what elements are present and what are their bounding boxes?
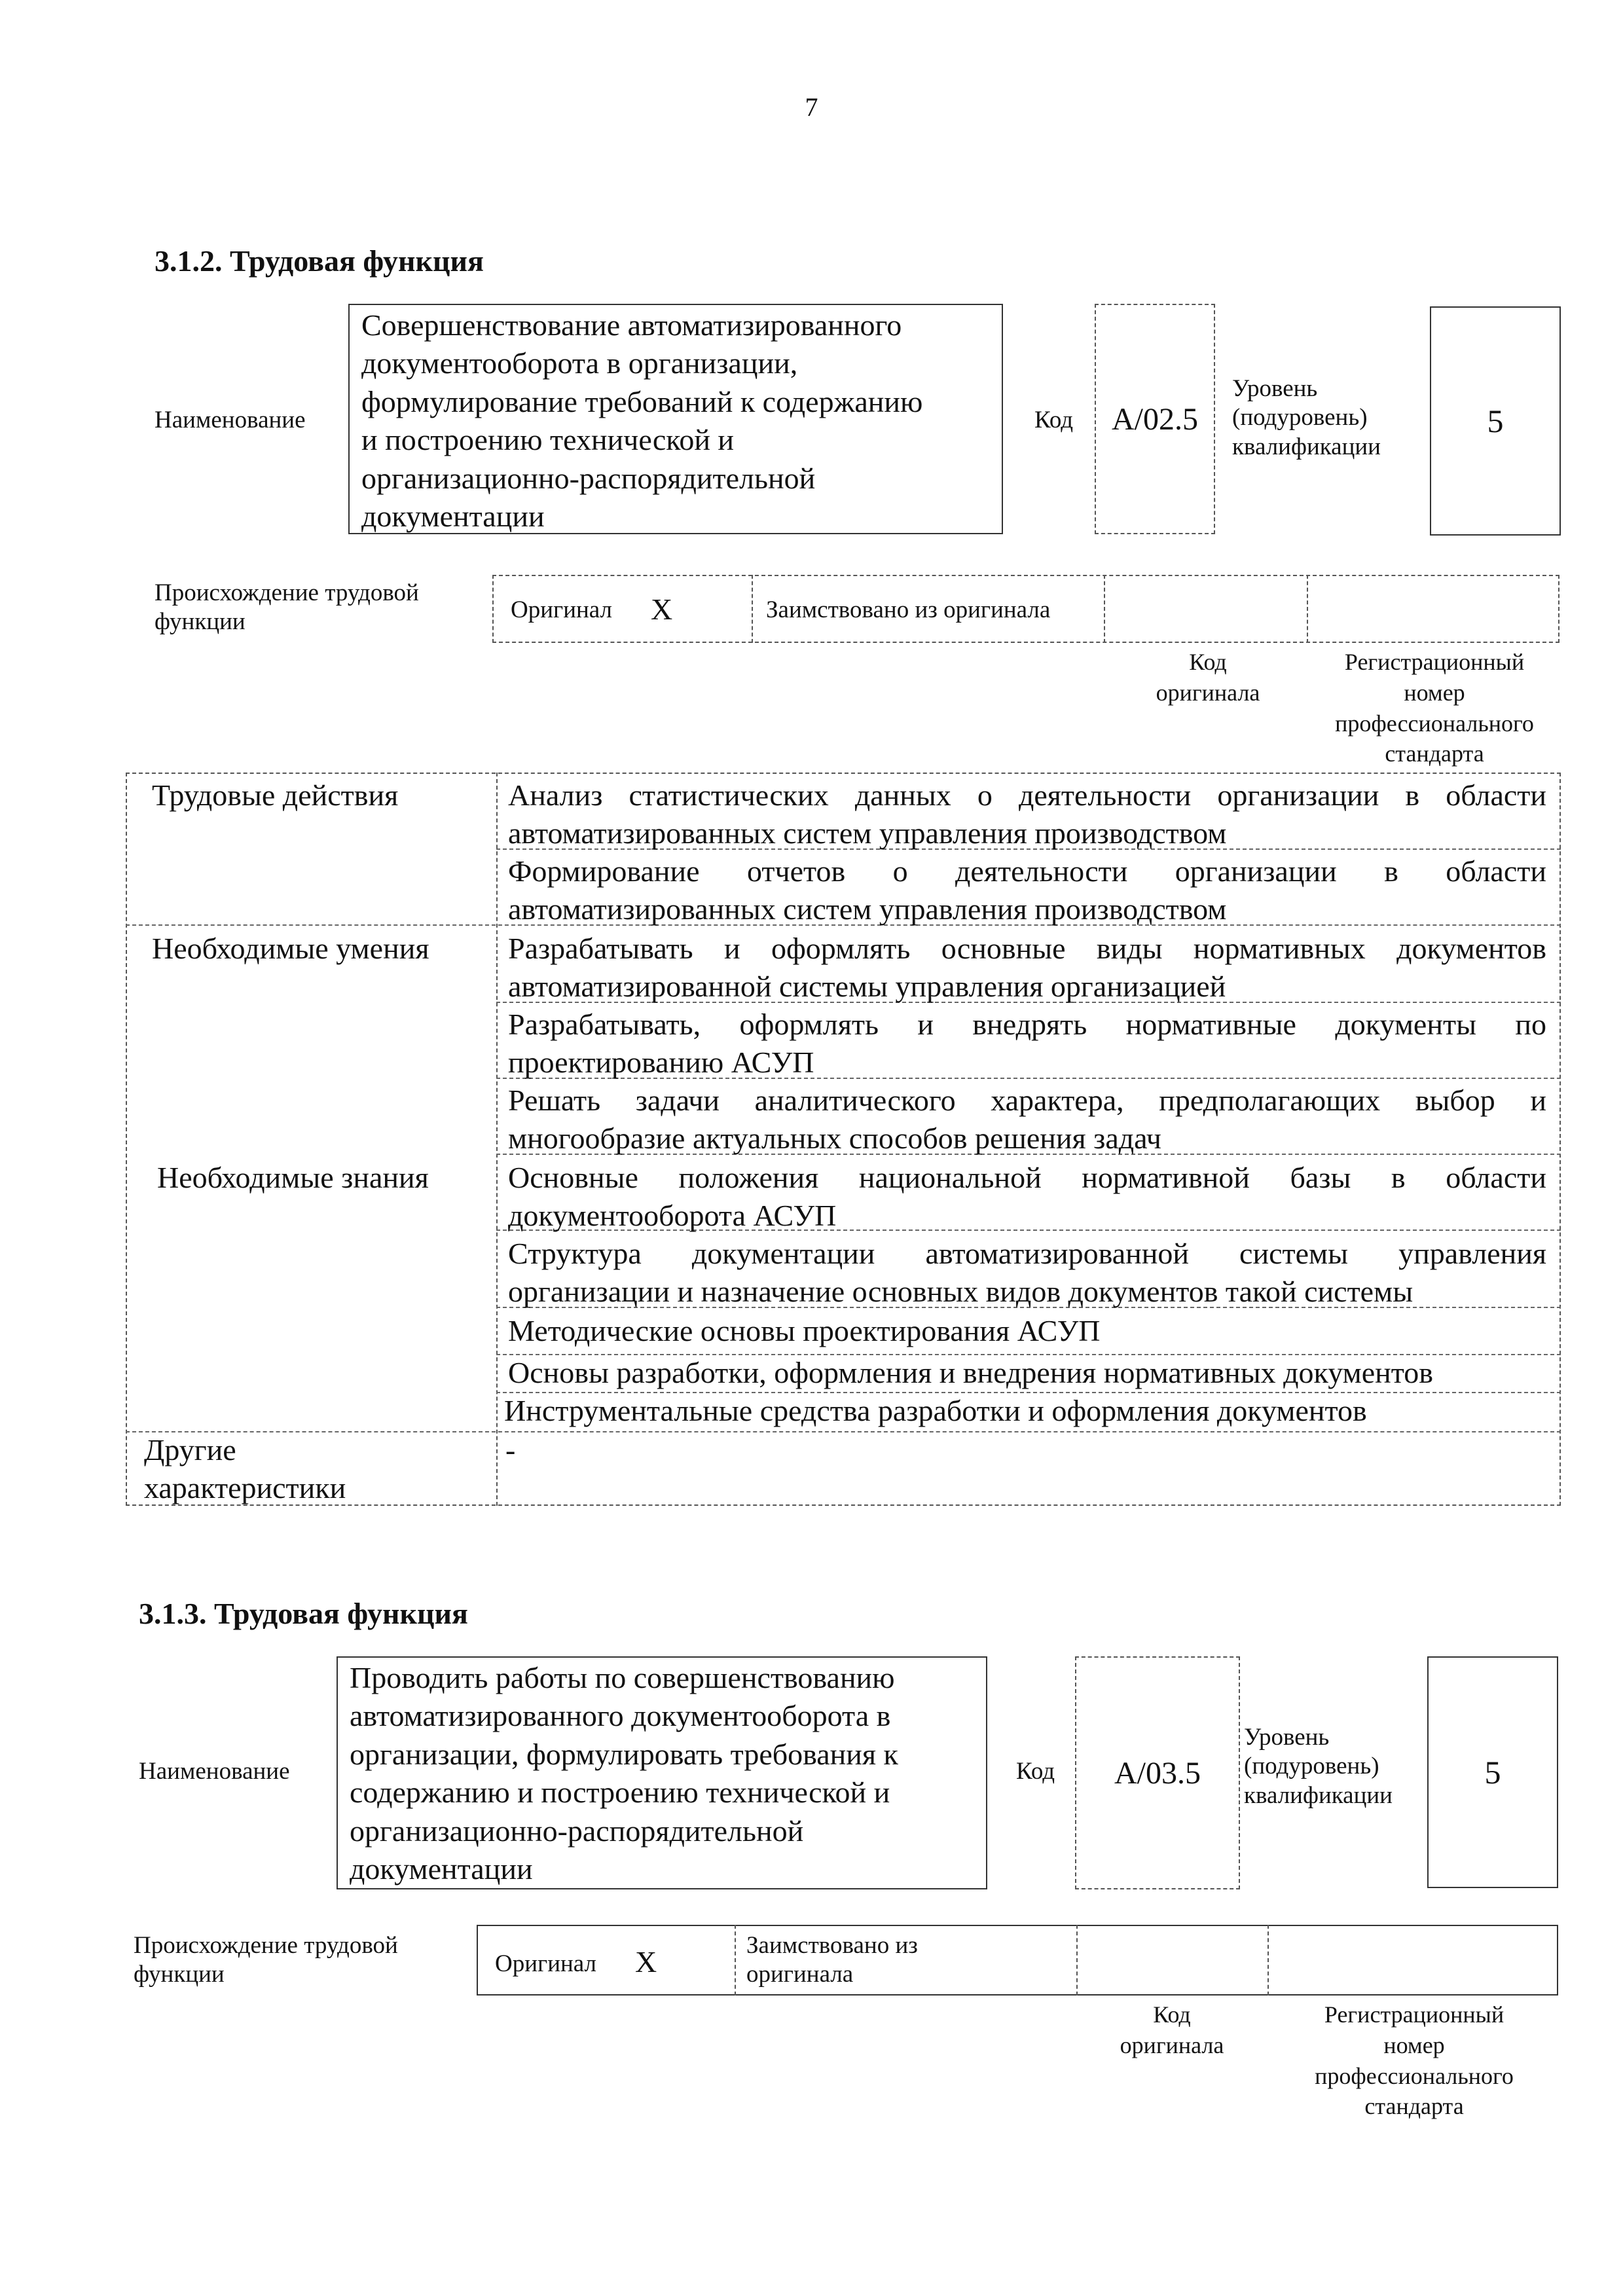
text-line: документооборота АСУП [508, 1199, 837, 1233]
section-title-313: 3.1.3. Трудовая функция [139, 1597, 468, 1630]
knowledge-item [504, 1392, 1542, 1430]
text-line: Основы разработки, оформления и внедрения нормативных документов [508, 1356, 1433, 1389]
level-label-line: (подуровень) [1244, 1753, 1379, 1780]
label-other-characteristics [144, 1431, 346, 1508]
skill-item [508, 1006, 1546, 1082]
text-line: автоматизированных систем управления производством [508, 892, 1227, 926]
text-line: Разрабатывать, оформлять и внедрять нормативные документы по [508, 1008, 1546, 1041]
caption-line: Регистрационный [1324, 2001, 1504, 2028]
code-value-312: A/02.5 [1095, 304, 1215, 534]
function-name-line: содержанию и построению технической и [350, 1776, 890, 1810]
code-label-313: Код [1016, 1758, 1055, 1785]
caption-line: Код [1189, 649, 1227, 675]
text-line: Основные положения национальной нормативной базы в области [508, 1161, 1546, 1194]
caption-line: стандарта [1364, 2093, 1464, 2120]
origin-label-line: Происхождение трудовой [155, 579, 419, 606]
text-line: Анализ статистических данных о деятельности организации в области [508, 778, 1546, 812]
caption-line: номер [1383, 2032, 1445, 2058]
caption-line: Код [1153, 2001, 1191, 2028]
code-original-caption-312 [1113, 647, 1303, 708]
origin-borrowed-313 [746, 1931, 918, 1990]
function-name-line: организационно-распорядительной [350, 1813, 804, 1848]
origin-label-312 [155, 579, 419, 637]
text-line: Формирование отчетов о деятельности организации в области [508, 854, 1546, 888]
code-original-caption-313 [1074, 1999, 1270, 2061]
text-line: проектированию АСУП [508, 1046, 814, 1080]
code-label-312: Код [1034, 407, 1074, 433]
text-line: организации и назначение основных видов документов такой системы [508, 1275, 1413, 1309]
text-line: Методические основы проектирования АСУП [508, 1314, 1101, 1347]
caption-line: оригинала [1156, 679, 1260, 706]
work-action-item [508, 776, 1546, 853]
work-action-item [508, 852, 1546, 929]
origin-mark-313: X [635, 1945, 657, 1978]
origin-original-312: Оригинал [511, 596, 613, 623]
origin-borrowed-line: Заимствовано из [746, 1932, 918, 1959]
function-name-line: формулирование требований к содержанию [361, 384, 923, 418]
origin-label-line: функции [134, 1961, 225, 1988]
text-line: автоматизированных систем управления производством [508, 816, 1227, 850]
reg-number-caption-313 [1283, 1999, 1545, 2122]
caption-line: стандарта [1385, 740, 1484, 767]
label-work-actions: Трудовые действия [152, 778, 399, 812]
text-line: Структура документации автоматизированной системы управления [508, 1237, 1546, 1270]
origin-mark-312: X [651, 592, 673, 626]
origin-label-line: функции [155, 608, 246, 636]
caption-line: оригинала [1120, 2032, 1224, 2058]
section-title-312: 3.1.2. Трудовая функция [155, 244, 484, 278]
skill-item [508, 930, 1546, 1006]
level-value-312: 5 [1430, 306, 1561, 536]
text-line: Инструментальные средства разработки и оформления документов [504, 1394, 1367, 1427]
origin-borrowed-312: Заимствовано из оригинала [766, 596, 1051, 623]
origin-borrowed-line: оригинала [746, 1961, 854, 1988]
function-name-box-312 [348, 304, 1003, 534]
label-required-knowledge: Необходимые знания [157, 1161, 429, 1194]
knowledge-item [508, 1159, 1546, 1235]
origin-label-313 [134, 1931, 398, 1990]
level-label-line: (подуровень) [1232, 404, 1368, 431]
skill-item [508, 1082, 1546, 1158]
text-line: автоматизированной системы управления организацией [508, 970, 1226, 1004]
caption-line: Регистрационный [1344, 649, 1525, 675]
function-name-line: автоматизированного документооборота в [350, 1699, 891, 1733]
page-number: 7 [805, 92, 818, 122]
function-name-line: Совершенствование автоматизированного [361, 308, 902, 342]
origin-original-313: Оригинал [495, 1950, 597, 1977]
name-label-312: Наименование [155, 407, 306, 433]
text-line: многообразие актуальных способов решения задач [508, 1121, 1161, 1156]
label-line: характеристики [144, 1471, 346, 1505]
function-name-box-313 [337, 1656, 987, 1889]
label-line: Другие [144, 1433, 236, 1467]
function-name-line: документооборота в организации, [361, 346, 798, 380]
level-label-line: квалификации [1244, 1781, 1393, 1809]
code-value-313: A/03.5 [1075, 1656, 1240, 1889]
caption-line: профессионального [1315, 2062, 1514, 2089]
knowledge-item [508, 1312, 1546, 1350]
level-label-line: квалификации [1232, 433, 1381, 460]
function-name-line: документации [361, 500, 545, 534]
function-name-line: и построению технической и [361, 423, 735, 457]
function-name-line: организации, формулировать требования к [350, 1737, 898, 1771]
caption-line: номер [1404, 679, 1465, 706]
label-required-skills: Необходимые умения [152, 932, 429, 965]
text-line: Решать задачи аналитического характера, предполагающих выбор и [508, 1084, 1546, 1117]
level-label-312 [1232, 374, 1381, 462]
name-label-313: Наименование [139, 1758, 290, 1785]
knowledge-item [508, 1235, 1546, 1311]
function-name-line: организационно-распорядительной [361, 461, 816, 495]
level-label-313 [1244, 1723, 1393, 1810]
function-name-line: документации [350, 1852, 533, 1886]
origin-label-line: Происхождение трудовой [134, 1932, 398, 1959]
level-label-line: Уровень [1232, 375, 1318, 402]
level-label-line: Уровень [1244, 1724, 1330, 1751]
function-name-line: Проводить работы по совершенствованию [350, 1661, 895, 1694]
knowledge-item [508, 1354, 1546, 1392]
level-value-313: 5 [1427, 1656, 1558, 1888]
reg-number-caption-312 [1307, 647, 1562, 769]
text-line: Разрабатывать и оформлять основные виды нормативных документов [508, 932, 1546, 965]
caption-line: профессионального [1335, 710, 1534, 737]
other-characteristics-value: - [505, 1433, 516, 1467]
